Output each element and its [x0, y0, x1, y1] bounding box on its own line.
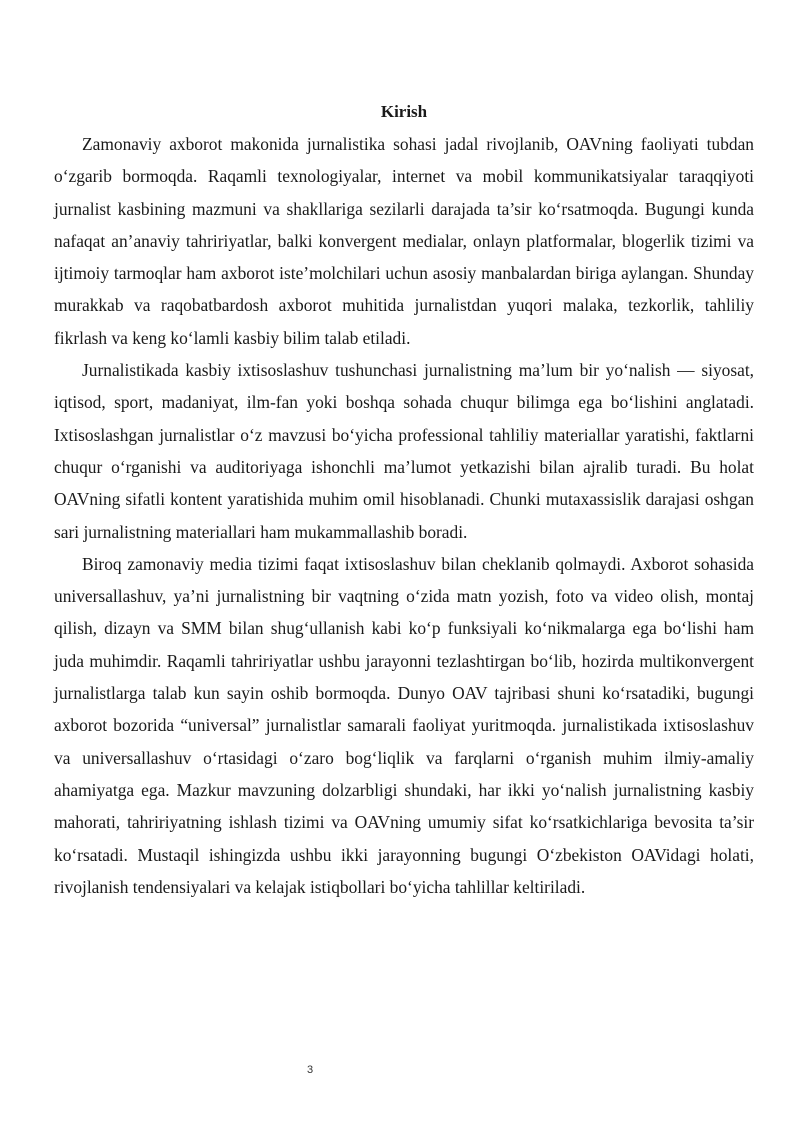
document-page [54, 100, 754, 903]
paragraph-3: Biroq zamonaviy media tizimi faqat ixtisoslashuv bilan cheklanib qolmaydi. Axborot sohasida universallashuv, ya’ni jurnalistning bir vaqtning o‘zida matn yozish, foto va video olish, montaj qilish, dizayn va SMM bilan shug‘ullanish kabi ko‘p funksiyali ko‘nikmalarga ega bo‘lishi ham juda muhimdir. Raqamli tahririyatlar ushbu jarayonni tezlashtirgan bo‘lib, hozirda multikonvergent jurnalistlarga talab kun sayin oshib bormoqda. Dunyo OAV tajribasi shuni ko‘rsatadiki, bugungi axborot bozorida “universal” jurnalistlar samarali faoliyat yuritmoqda. jurnalistikada ixtisoslashuv va universallashuv o‘rtasidagi o‘zaro bog‘liqlik va farqlarni o‘rganish muhim ilmiy-amaliy ahamiyatga ega. Mazkur mavzuning dolzarbligi shundaki, har ikki yo‘nalish jurnalistning kasbiy mahorati, tahririyatning ishlash tizimi va OAVning umumiy sifat ko‘rsatkichlariga bevosita ta’sir ko‘rsatadi. Mustaqil ishingizda ushbu ikki jarayonning bugungi O‘zbekiston OAVidagi holati, rivojlanish tendensiyalari va kelajak istiqbollari bo‘yicha tahlillar keltiriladi. [54, 553, 754, 897]
section-title: Kirish [380, 102, 428, 121]
paragraph-2: Jurnalistikada kasbiy ixtisoslashuv tushunchasi jurnalistning ma’lum bir yo‘nalish — siyosat, iqtisod, sport, madaniyat, ilm-fan yoki boshqa sohada chuqur bilimga ega bo‘lishini anglatadi. Ixtisoslashgan jurnalistlar o‘z mavzusi bo‘yicha professional tahliliy materiallar yaratishi, faktlarni chuqur o‘rganishi va auditoriyaga ishonchli ma’lumot yetkazishi bilan ajralib turadi. Bu holat OAVning sifatli kontent yaratishida muhim omil hisoblanadi. Chunki mutaxassislik darajasi oshgan sari jurnalistning materiallari ham mukammallashib boradi. [54, 360, 754, 542]
page-number: 3 [306, 1064, 314, 1076]
paragraph-1: Zamonaviy axborot makonida jurnalistika sohasi jadal rivojlanib, OAVning faoliyati tubdan o‘zgarib bormoqda. Raqamli texnologiyalar, internet va mobil kommunikatsiyalar taraqqiyoti jurnalist kasbining mazmuni va shakllariga sezilarli darajada ta’sir ko‘rsatmoqda. Bugungi kunda nafaqat an’anaviy tahririyatlar, balki konvergent medialar, onlayn platformalar, blogerlik tizimi va ijtimoiy tarmoqlar ham axborot iste’molchilari uchun asosiy manbalardan biriga aylangan. Shunday murakkab va raqobatbardosh axborot muhitida jurnalistdan yuqori malaka, tezkorlik, tahliliy fikrlash va keng ko‘lamli kasbiy bilim talab etiladi. [54, 134, 754, 348]
